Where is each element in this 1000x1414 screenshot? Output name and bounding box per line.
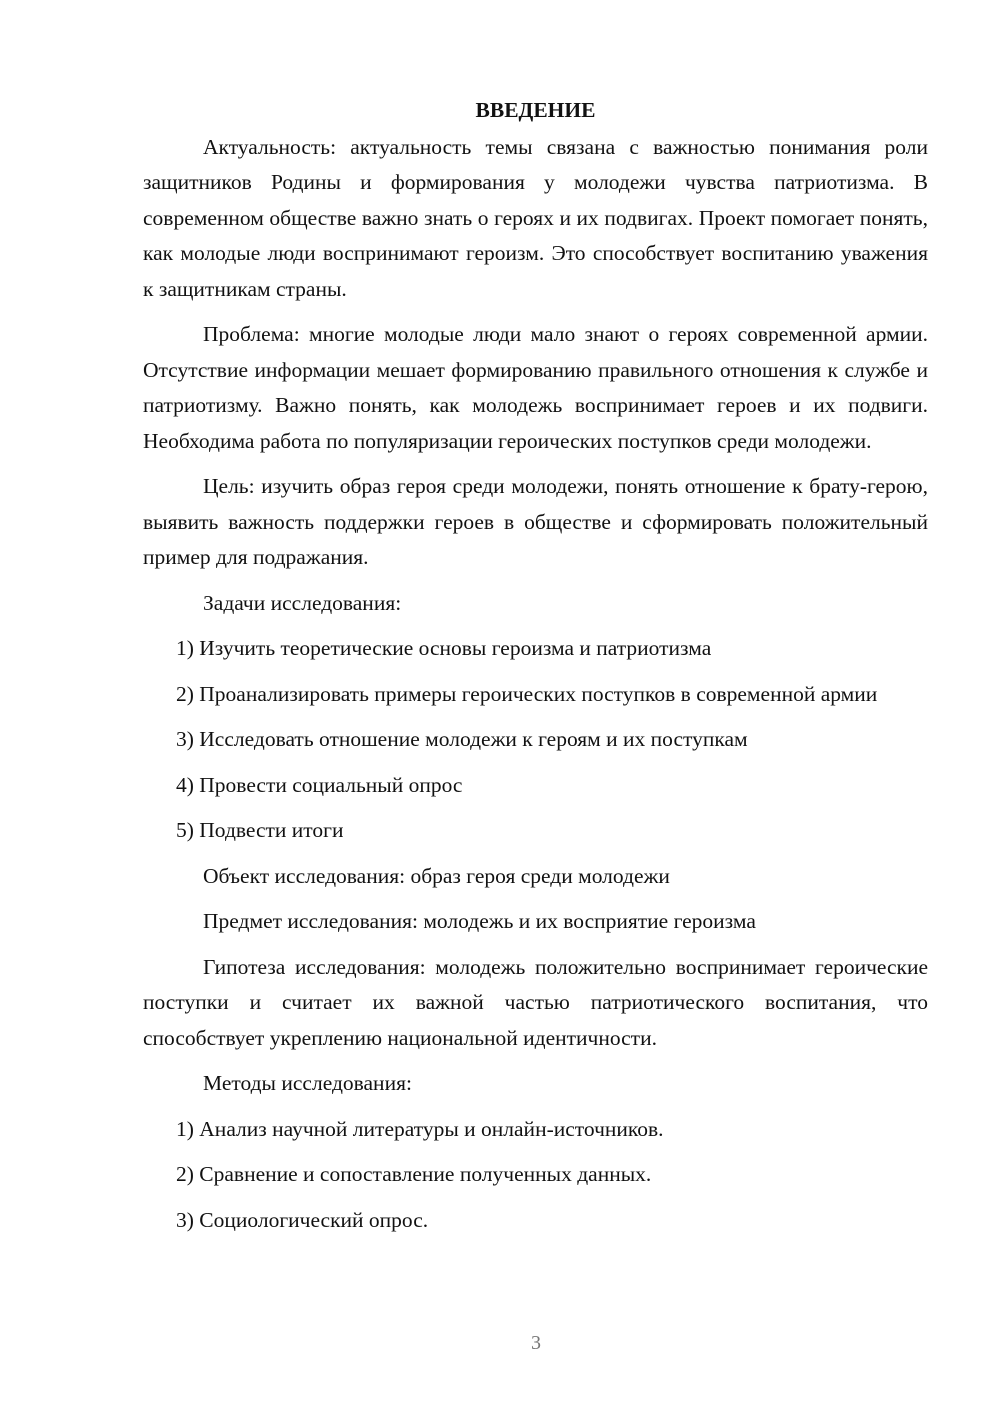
relevance-paragraph: Актуальность: актуальность темы связана с важностью понимания роли защитников Родины и формирования у молодежи чувства патриотизма. В современном обществе важно знать о героях и их подвигах. Проект помогает понять, как молодые люди воспринимают героизм. Это способствует воспитанию уважения к защитникам страны. [143,134,928,301]
task-item: 4) Провести социальный опрос [176,772,463,797]
method-item: 2) Сравнение и сопоставление полученных данных. [176,1162,652,1186]
document-body [143,93,928,1248]
task-item: 5) Подвести итоги [176,818,344,842]
method-item: 1) Анализ научной литературы и онлайн-источников. [176,1116,664,1141]
task-item: 2) Проанализировать примеры героических поступков в современной армии [176,681,878,706]
section-heading: ВВЕДЕНИЕ [475,98,596,122]
task-item: 3) Исследовать отношение молодежи к героям и их поступкам [176,727,748,751]
hypothesis-paragraph: Гипотеза исследования: молодежь положительно воспринимает героические поступки и считает их важной частью патриотического воспитания, что способствует укреплению национальной идентичности. [143,954,928,1050]
task-item: 1) Изучить теоретические основы героизма и патриотизма [176,636,712,660]
goal-paragraph: Цель: изучить образ героя среди молодежи, понять отношение к брату-герою, выявить важность поддержки героев в обществе и сформировать положительный пример для подражания. [143,474,928,569]
page-number: 3 [531,1332,541,1354]
research-object: Объект исследования: образ героя среди молодежи [203,863,670,888]
research-subject: Предмет исследования: молодежь и их восприятие героизма [203,909,756,933]
method-item: 3) Социологический опрос. [176,1207,429,1232]
problem-paragraph: Проблема: многие молодые люди мало знают о героях современной армии. Отсутствие информации мешает формированию правильного отношения к службе и патриотизму. Важно понять, как молодежь воспринимает героев и их подвиги. Необходима работа по популяризации героических поступков среди молодежи. [143,322,928,453]
methods-title: Методы исследования: [203,1071,412,1095]
tasks-title: Задачи исследования: [203,590,402,615]
